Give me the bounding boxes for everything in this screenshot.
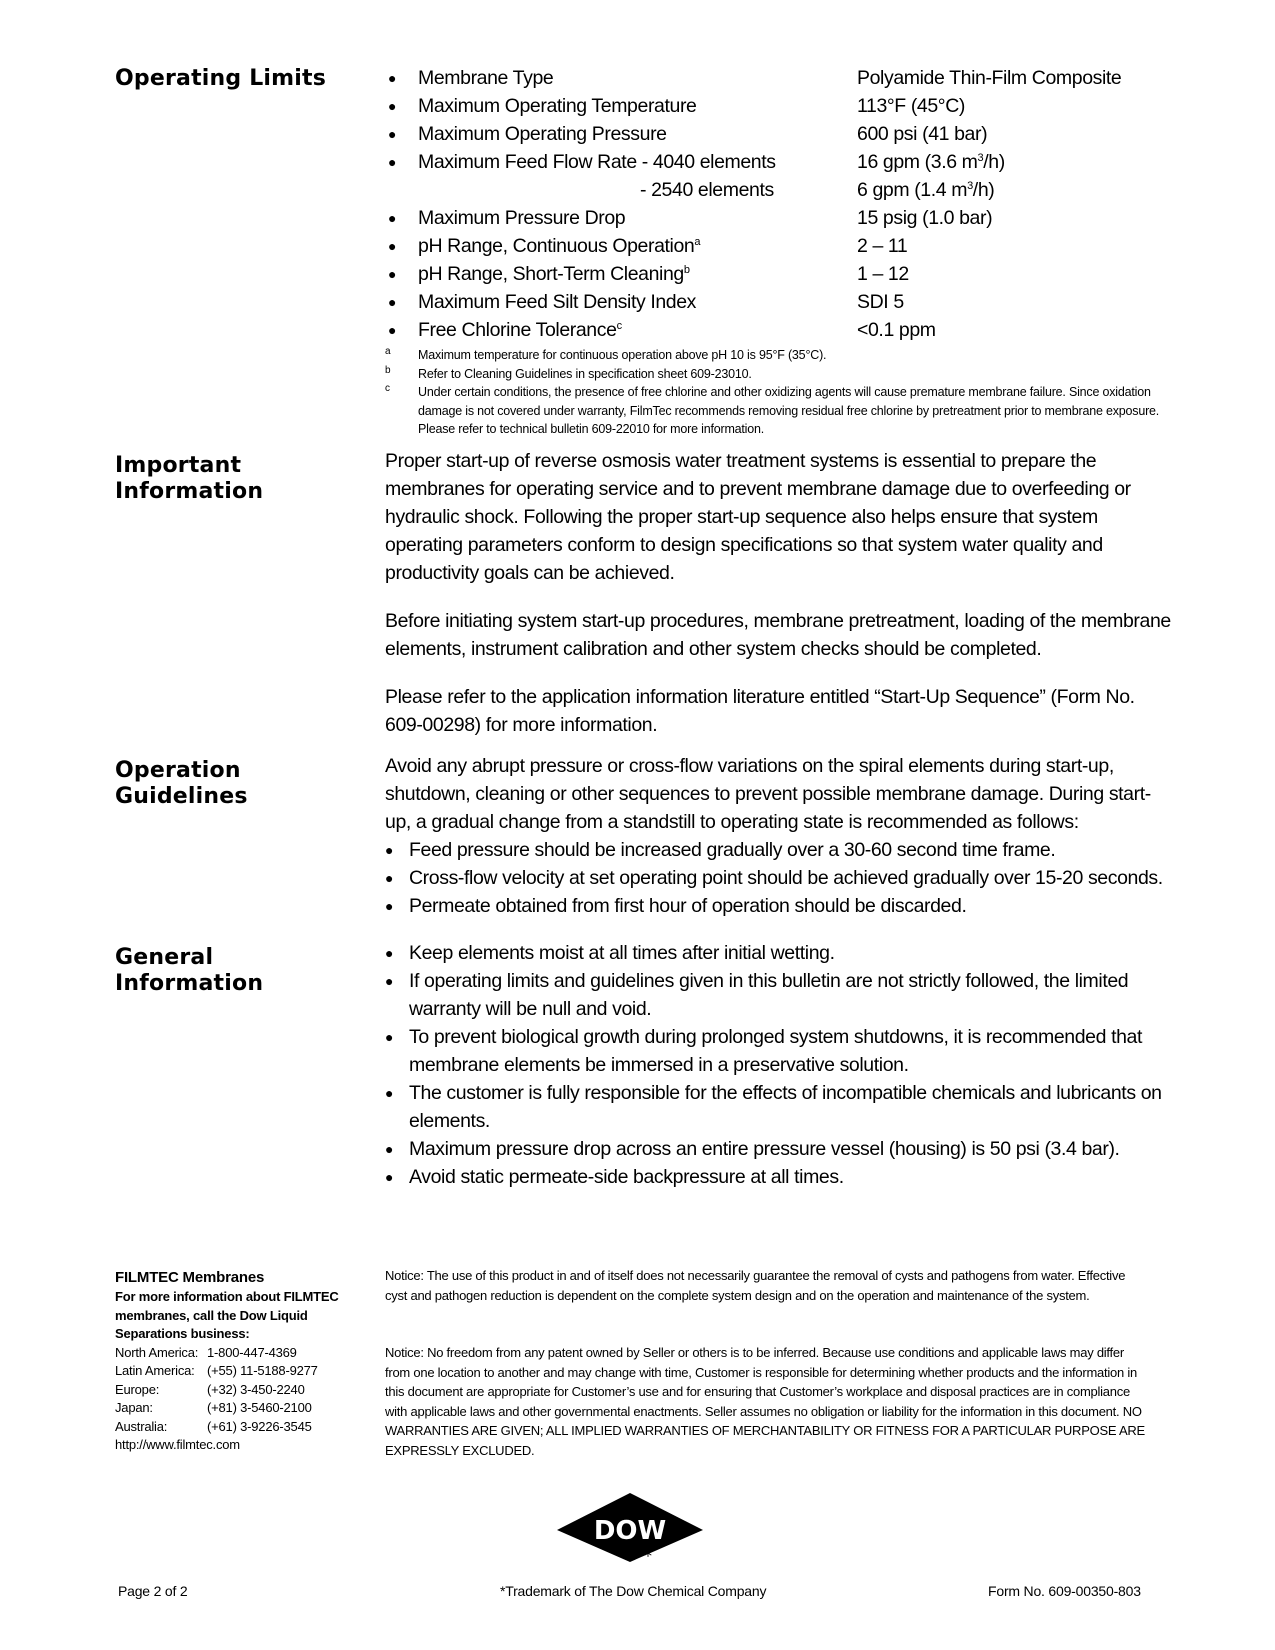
heading-line: Information (115, 479, 264, 504)
notice-patent: Notice: No freedom from any patent owned by Seller or others is to be inferred. Because use conditions and applicable laws may differ from one location to another and may change with time, Customer is responsible for determining whether products and the information in this document are appropriate for Customer’s use and for ensuring that Customer’s workplace and disposal practices are in compliance with applicable laws and other governmental enactments. Seller assumes no obligation or liability for the information in this document. NO WARRANTIES ARE GIVEN; ALL IMPLIED WARRANTIES OF MERCHANTABILITY OR FITNESS FOR A PARTICULAR PURPOSE ARE EXPRESSLY EXCLUDED. (385, 1345, 1145, 1458)
limit-value-text: 113°F (45°C) (857, 95, 965, 117)
paragraph: Before initiating system start-up procedures, membrane pretreatment, loading of the membrane elements, instrument calibration and other system checks should be completed. (385, 610, 1171, 660)
bullet-icon: ● (387, 126, 397, 142)
phone-number: (+61) 3-9226-3545 (207, 1418, 312, 1434)
dow-logo (550, 1492, 710, 1562)
limit-value-text: 16 gpm (3.6 m (857, 151, 978, 173)
list-item (385, 836, 1175, 864)
phone-region: Latin America: (115, 1363, 195, 1378)
limit-value-text: 1 – 12 (857, 263, 909, 285)
list-item (385, 1079, 1175, 1135)
limit-label (418, 232, 700, 260)
limit-value (857, 288, 904, 316)
limit-value (857, 232, 907, 260)
limit-label (418, 260, 690, 288)
list-item-text: Keep elements moist at all times after initial wetting. (409, 942, 835, 964)
bullet-icon: ● (387, 210, 397, 226)
bullet-icon: ● (387, 154, 397, 170)
limit-label (418, 120, 667, 148)
limit-value-text: Polyamide Thin-Film Composite (857, 67, 1122, 89)
bullet-icon: ● (387, 98, 397, 114)
bullet-icon: ● (385, 1085, 394, 1101)
phone-region: Europe: (115, 1381, 160, 1397)
limit-value (857, 204, 992, 232)
bullet-icon: ● (385, 842, 394, 858)
footnote-ref: b (683, 264, 690, 276)
limit-value-unit: /h) (972, 179, 995, 201)
bullet-icon: ● (385, 870, 394, 886)
footnote (385, 346, 1188, 365)
list-item-text: If operating limits and guidelines given in this bulletin are not strictly followed, the limited warranty will be null and void. (409, 970, 1129, 1020)
footnote-mark: a (385, 346, 391, 357)
list-item (385, 967, 1175, 1023)
list-item-text: Avoid static permeate-side backpressure at all times. (409, 1166, 844, 1188)
list-item (385, 892, 1175, 920)
notice-cysts: Notice: The use of this product in and of itself does not necessarily guarantee the removal of cysts and pathogens from water. Effective cyst and pathogen reduction is dependent on the complete system design and on the operation and maintenance of the system. (385, 1268, 1126, 1303)
phone-region: Japan: (115, 1400, 153, 1415)
limit-row (385, 260, 1205, 288)
unit-superscript: 3 (967, 180, 973, 192)
limit-label-text: Maximum Pressure Drop (418, 207, 626, 229)
footnote-text: Refer to Cleaning Guidelines in specification sheet 609-23010. (418, 366, 752, 381)
operating-limits-list (385, 64, 1205, 344)
limit-value-text: <0.1 ppm (857, 319, 936, 341)
operating-limits-heading: Operating Limits (115, 66, 327, 91)
footnote-mark: b (385, 364, 391, 376)
list-item-text: Permeate obtained from first hour of operation should be discarded. (409, 895, 967, 917)
limit-value (857, 120, 987, 148)
limit-row (385, 120, 1205, 148)
footnote-text: Maximum temperature for continuous operation above pH 10 is 95°F (35°C). (418, 348, 827, 362)
limit-row (385, 316, 1205, 344)
limit-label (640, 176, 774, 204)
general-information-body (385, 939, 1175, 1191)
footnote (385, 365, 1188, 384)
limit-label-text: pH Range, Continuous Operation (418, 235, 695, 257)
paragraph: Avoid any abrupt pressure or cross-flow variations on the spiral elements during start-up, shutdown, cleaning or other sequences to prevent possible membrane damage. During start-up, a gradual change from a standstill to operating state is recommended as follows: (385, 755, 1151, 833)
limit-value-unit: /h) (983, 151, 1005, 173)
bullet-icon: ● (385, 1141, 394, 1157)
footer-page-number: Page 2 of 2 (118, 1583, 188, 1599)
limit-label (418, 92, 697, 120)
limit-row (385, 92, 1205, 120)
footnotes-list (385, 346, 1205, 439)
limit-row (385, 288, 1205, 316)
footnote-ref: c (616, 320, 622, 332)
limit-label (418, 204, 625, 232)
phone-number: (+81) 3-5460-2100 (207, 1400, 312, 1415)
limit-row (385, 232, 1205, 260)
paragraph: Proper start-up of reverse osmosis water treatment systems is essential to prepare the membranes for operating service and to prevent membrane damage due to overfeeding or hydraulic shock. Following the proper start-up sequence also helps ensure that system operating parameters conform to design specifications so that system water quality and productivity goals can be achieved. (385, 450, 1131, 584)
limit-value (857, 92, 965, 120)
limit-label (418, 288, 696, 316)
list-item (385, 1163, 1175, 1191)
limit-label-text: pH Range, Short-Term Cleaning (418, 263, 684, 285)
phone-row (115, 1418, 355, 1437)
list-item-text: The customer is fully responsible for the effects of incompatible chemicals and lubricants on elements. (409, 1082, 1162, 1132)
bullet-icon: ● (385, 898, 394, 914)
heading-line: Information (115, 971, 264, 996)
phone-row (115, 1344, 355, 1363)
list-item (385, 1135, 1175, 1163)
bullet-icon: ● (385, 1169, 394, 1185)
heading-line: Operation (115, 758, 241, 783)
phone-row (115, 1362, 355, 1381)
limit-value (857, 64, 1121, 92)
unit-superscript: 3 (977, 152, 984, 164)
footnote-mark: c (385, 383, 390, 394)
limit-label-text: - 2540 elements (640, 179, 774, 201)
paragraph: Please refer to the application information literature entitled “Start-Up Sequence” (Form No. 609-00298) for more information. (385, 686, 1135, 736)
heading-line: General (115, 945, 214, 970)
limit-value-text: 15 psig (1.0 bar) (857, 207, 993, 229)
footer-trademark: *Trademark of The Dow Chemical Company (500, 1583, 767, 1599)
contact-block (115, 1268, 355, 1455)
limit-label-text: Maximum Feed Silt Density Index (418, 291, 697, 313)
footnote (385, 383, 1188, 439)
website-link[interactable]: http://www.filmtec.com (115, 1437, 240, 1452)
bullet-icon: ● (385, 973, 394, 989)
operating-limits-section (385, 64, 1205, 439)
phone-row (115, 1399, 355, 1418)
limit-value-text: SDI 5 (857, 291, 904, 313)
limit-label-text: Membrane Type (418, 67, 554, 89)
limit-value-text: 6 gpm (1.4 m (857, 179, 968, 201)
limit-value (857, 148, 1005, 176)
operation-guidelines-list (385, 836, 1175, 920)
limit-label (418, 64, 553, 92)
list-item (385, 1023, 1175, 1079)
limit-label-text: Maximum Operating Pressure (418, 123, 667, 145)
heading-line: Guidelines (115, 784, 248, 809)
logo-trademark-mark: * (644, 1546, 652, 1562)
list-item (385, 939, 1175, 967)
list-item-text: Feed pressure should be increased gradually over a 30-60 second time frame. (409, 839, 1056, 861)
phone-number: (+55) 11-5188-9277 (207, 1363, 318, 1378)
contact-title: FILMTEC Membranes (115, 1269, 265, 1286)
bullet-icon: ● (387, 70, 397, 86)
limit-row (385, 64, 1205, 92)
general-information-heading (115, 945, 263, 997)
limit-value (857, 260, 909, 288)
bullet-icon: ● (387, 294, 397, 310)
limit-label-text: Maximum Feed Flow Rate - 4040 elements (418, 151, 776, 173)
bullet-icon: ● (387, 322, 397, 338)
footnote-text: Under certain conditions, the presence of free chlorine and other oxidizing agents will cause premature membrane failure. Since oxidation damage is not covered under warranty, FilmTec recommends removing residual free chlorine by pretreatment prior to membrane exposure. Please refer to technical bulletin 609-22010 for more information. (418, 385, 1160, 436)
limit-row (385, 176, 1205, 204)
limit-row (385, 204, 1205, 232)
phone-list (115, 1344, 355, 1437)
heading-line: Important (115, 453, 242, 478)
logo-wordmark: DOW (593, 1516, 667, 1546)
bullet-icon: ● (387, 238, 397, 254)
limit-row (385, 148, 1205, 176)
phone-region: Australia: (115, 1418, 168, 1434)
list-item-text: Cross-flow velocity at set operating point should be achieved gradually over 15-20 seconds. (409, 867, 1163, 889)
footer-form-number: Form No. 609-00350-803 (988, 1583, 1141, 1599)
list-item-text: Maximum pressure drop across an entire pressure vessel (housing) is 50 psi (3.4 bar). (409, 1138, 1120, 1160)
bullet-icon: ● (385, 945, 394, 961)
list-item-text: To prevent biological growth during prolonged system shutdowns, it is recommended that membrane elements be immersed in a preservative solution. (409, 1026, 1143, 1076)
footnote-ref: a (694, 236, 701, 248)
general-information-list (385, 939, 1175, 1191)
limit-label (418, 316, 622, 344)
phone-number: (+32) 3-450-2240 (207, 1381, 305, 1397)
important-information-heading (115, 453, 263, 505)
contact-intro: For more information about FILMTEC membranes, call the Dow Liquid Separations business: (115, 1289, 339, 1341)
important-information-body (385, 447, 1175, 759)
operation-guidelines-body (385, 752, 1175, 920)
limit-label-text: Maximum Operating Temperature (418, 95, 697, 117)
bullet-icon: ● (387, 266, 397, 282)
phone-region: North America: (115, 1344, 199, 1360)
list-item (385, 864, 1175, 892)
limit-label-text: Free Chlorine Tolerance (418, 319, 617, 341)
limit-value (857, 316, 936, 344)
phone-number: 1-800-447-4369 (207, 1344, 297, 1360)
operation-guidelines-heading (115, 758, 248, 810)
limit-value-text: 600 psi (41 bar) (857, 123, 988, 145)
phone-row (115, 1381, 355, 1400)
limit-value (857, 176, 994, 204)
limit-label (418, 148, 776, 176)
bullet-icon: ● (385, 1029, 394, 1045)
limit-value-text: 2 – 11 (857, 235, 908, 257)
